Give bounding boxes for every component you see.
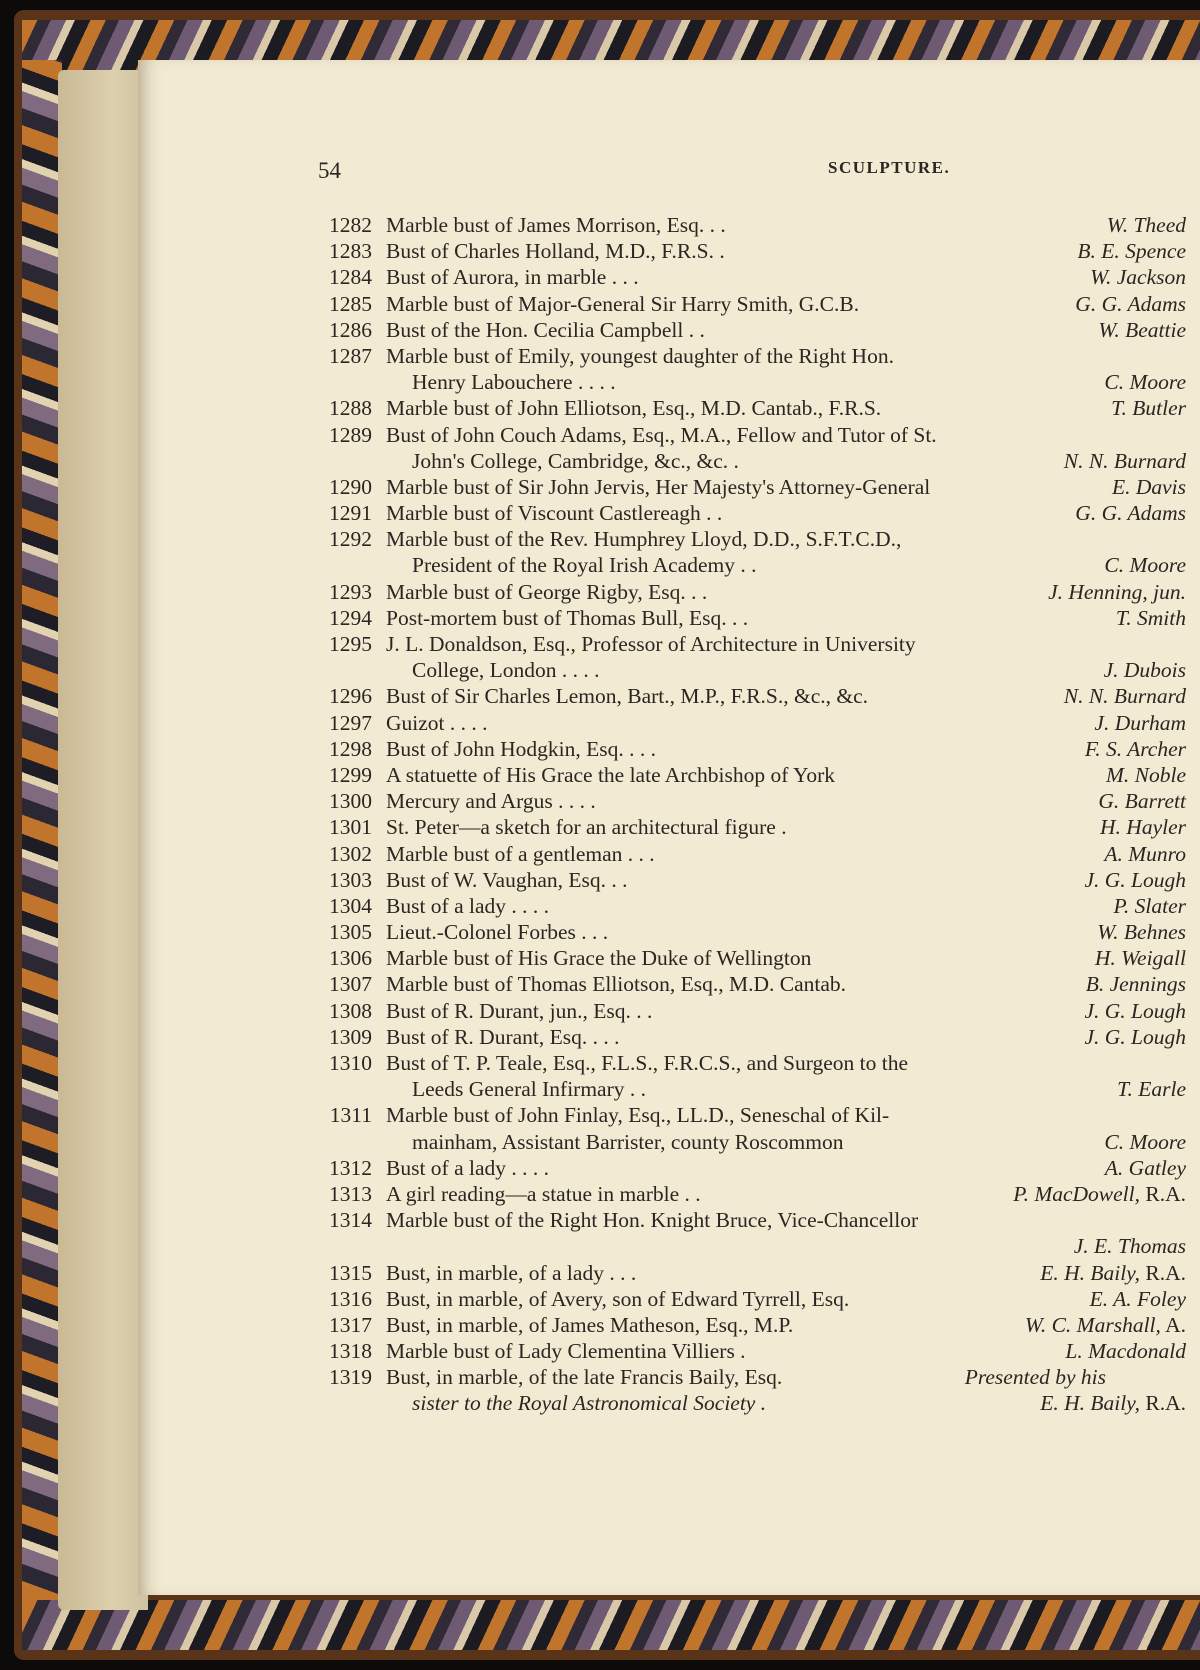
artist-name-text: J. Henning, jun. — [1048, 579, 1186, 604]
artist-name — [1114, 893, 1186, 919]
artist-name-text: M. Noble — [1105, 762, 1186, 787]
entry-number: 1311 — [329, 1103, 372, 1128]
entry-description: Bust, in marble, of a lady . . . — [386, 1260, 637, 1285]
entry-description: Marble bust of His Grace the Duke of Wellington — [386, 946, 812, 971]
entry-number: 1298 — [329, 736, 372, 761]
artist-name — [1013, 1181, 1186, 1207]
artist-name — [1104, 369, 1186, 395]
entry-row — [318, 762, 1186, 788]
artist-name — [1085, 736, 1186, 762]
artist-name — [1040, 1390, 1186, 1416]
entry-number: 1295 — [329, 632, 372, 656]
entry-row — [318, 736, 1186, 762]
entry-description: Marble bust of a gentleman . . . — [386, 841, 655, 866]
entry-description: A girl reading—a statue in marble . . — [386, 1181, 701, 1206]
entry-number: 1283 — [329, 239, 372, 264]
entry-row — [318, 1050, 1186, 1076]
entry-number: 1294 — [329, 605, 372, 630]
page-header — [138, 158, 1200, 188]
artist-name-text: N. N. Burnard — [1063, 684, 1186, 709]
page-number: 54 — [318, 158, 341, 183]
artist-name — [1104, 657, 1186, 683]
entry-row — [318, 1312, 1186, 1338]
artist-name — [1077, 238, 1186, 264]
entry-row — [318, 238, 1186, 264]
artist-name-text: A. Munro — [1104, 841, 1186, 866]
entry-number: 1285 — [329, 291, 372, 316]
entry-description: Marble bust of Emily, youngest daughter of the Right Hon. — [386, 343, 894, 368]
artist-name — [1048, 579, 1186, 605]
artist-name-text: G. G. Adams — [1075, 291, 1186, 316]
entry-row — [318, 919, 1186, 945]
entry-row — [318, 1181, 1186, 1207]
entry-number: 1310 — [329, 1051, 372, 1075]
artist-suffix: R.A. — [1140, 1260, 1186, 1285]
entry-description: Marble bust of the Right Hon. Knight Bruce, Vice-Chancellor — [386, 1208, 919, 1233]
entry-description: Bust of a lady . . . . — [386, 893, 550, 918]
entry-row — [318, 1155, 1186, 1181]
entry-description: Bust of a lady . . . . — [386, 1155, 550, 1180]
entry-description: St. Peter—a sketch for an architectural figure . — [386, 815, 787, 840]
entry-description: Bust of W. Vaughan, Esq. . . — [386, 867, 628, 892]
artist-name — [1098, 317, 1186, 343]
entry-description: Marble bust of Sir John Jervis, Her Majesty's Attorney-General — [386, 474, 931, 499]
artist-name-text: L. Macdonald — [1065, 1339, 1186, 1364]
entry-row — [318, 657, 1186, 683]
entry-number: 1318 — [329, 1339, 372, 1364]
entry-description: Marble bust of Viscount Castlereagh . . — [386, 501, 723, 526]
entry-row — [318, 631, 1186, 657]
artist-name — [1104, 1129, 1186, 1155]
entry-description: Marble bust of Lady Clementina Villiers . — [386, 1339, 746, 1364]
entry-description: Marble bust of John Elliotson, Esq., M.D. Cantab., F.R.S. — [386, 396, 882, 421]
entry-description: Henry Labouchere . . . . — [412, 370, 616, 395]
entry-number: 1315 — [329, 1260, 372, 1285]
artist-name — [1100, 814, 1186, 840]
artist-name — [1084, 1024, 1186, 1050]
artist-suffix: A. — [1160, 1312, 1186, 1337]
entry-row — [318, 1390, 1186, 1416]
entry-number: 1288 — [329, 396, 372, 421]
artist-suffix: R.A. — [1140, 1181, 1186, 1206]
entry-description: Bust of T. P. Teale, Esq., F.L.S., F.R.C.S., and Surgeon to the — [386, 1051, 909, 1075]
artist-name — [1112, 474, 1186, 500]
artist-name — [1117, 1076, 1186, 1102]
entry-description: mainham, Assistant Barrister, county Roscommon — [412, 1129, 844, 1154]
artist-name — [1040, 1260, 1186, 1286]
artist-name — [1094, 710, 1186, 736]
artist-name — [1105, 1155, 1186, 1181]
artist-name — [1104, 552, 1186, 578]
entry-row — [318, 1338, 1186, 1364]
artist-name-text: G. Barrett — [1098, 789, 1186, 814]
entry-description: Mercury and Argus . . . . — [386, 789, 596, 814]
entry-row — [318, 683, 1186, 709]
artist-name-text: E. H. Baily, — [1040, 1391, 1140, 1416]
artist-name-text: A. Gatley — [1104, 1155, 1186, 1180]
entry-number: 1317 — [329, 1312, 372, 1337]
entry-number: 1314 — [329, 1208, 372, 1233]
artist-suffix: R.A. — [1140, 1391, 1186, 1416]
artist-name — [1064, 683, 1186, 709]
entry-row — [318, 1233, 1186, 1259]
artist-name-text: W. C. Marshall, — [1024, 1312, 1161, 1337]
entry-number: 1305 — [329, 920, 372, 945]
entry-row — [318, 500, 1186, 526]
artist-name — [1106, 762, 1186, 788]
artist-name-text: E. A. Foley — [1089, 1286, 1186, 1311]
entry-row — [318, 814, 1186, 840]
entry-row — [318, 1024, 1186, 1050]
entry-description: Bust of Charles Holland, M.D., F.R.S. . — [386, 239, 725, 264]
entry-description: Guizot . . . . — [386, 710, 488, 735]
entry-number: 1297 — [329, 710, 372, 735]
entry-description: Bust, in marble, of James Matheson, Esq., M.P. — [386, 1312, 794, 1337]
entry-description: Bust of Aurora, in marble . . . — [386, 265, 639, 290]
artist-name — [1075, 500, 1186, 526]
artist-name-text: J. G. Lough — [1084, 1024, 1186, 1049]
entry-row — [318, 998, 1186, 1024]
artist-name — [1116, 605, 1186, 631]
artist-name — [1084, 867, 1186, 893]
artist-name-text: P. MacDowell, — [1013, 1181, 1140, 1206]
artist-name-text: T. Butler — [1111, 396, 1186, 421]
artist-name-text: J. G. Lough — [1084, 867, 1186, 892]
entry-row — [318, 212, 1186, 238]
entry-number: 1309 — [329, 1024, 372, 1049]
entry-number: 1296 — [329, 684, 372, 709]
artist-name-text: P. Slater — [1113, 893, 1186, 918]
entry-description: College, London . . . . — [412, 658, 600, 683]
entry-row — [318, 867, 1186, 893]
artist-name-text: C. Moore — [1104, 553, 1186, 578]
entry-number: 1304 — [329, 893, 372, 918]
entry-number: 1308 — [329, 998, 372, 1023]
entry-row — [318, 605, 1186, 631]
artist-name-text: E. H. Baily, — [1040, 1260, 1140, 1285]
entry-number: 1303 — [329, 867, 372, 892]
entry-row — [318, 1102, 1186, 1128]
artist-name — [1107, 212, 1186, 238]
marbled-endpaper-bottom — [22, 1600, 1200, 1650]
artist-name — [1097, 919, 1186, 945]
artist-note: Presented by his — [964, 1365, 1106, 1390]
catalogue-entries — [318, 212, 1186, 1417]
entry-number: 1286 — [329, 317, 372, 342]
entry-row — [318, 395, 1186, 421]
entry-number: 1301 — [329, 815, 372, 840]
artist-name — [1074, 1233, 1186, 1259]
artist-name — [1090, 1286, 1186, 1312]
entry-row — [318, 579, 1186, 605]
artist-name-text: W. Jackson — [1090, 265, 1186, 290]
artist-name-text: B. E. Spence — [1077, 239, 1186, 264]
artist-name — [1064, 448, 1186, 474]
artist-name — [1095, 945, 1186, 971]
entry-number: 1287 — [329, 343, 372, 368]
entry-row — [318, 971, 1186, 997]
entry-description: Bust of R. Durant, jun., Esq. . . — [386, 998, 653, 1023]
artist-name-text: E. Davis — [1111, 474, 1186, 499]
entry-row — [318, 1260, 1186, 1286]
entry-row — [318, 422, 1186, 448]
entry-number: 1300 — [329, 789, 372, 814]
entry-row — [318, 710, 1186, 736]
entry-number: 1319 — [329, 1365, 372, 1390]
artist-name-text: W. Theed — [1106, 213, 1186, 237]
entry-row — [318, 1207, 1186, 1233]
entry-row — [318, 526, 1186, 552]
entry-number: 1282 — [329, 213, 372, 237]
entry-number: 1313 — [329, 1181, 372, 1206]
artist-name-text: C. Moore — [1104, 370, 1186, 395]
artist-name-text: C. Moore — [1104, 1129, 1186, 1154]
artist-name — [1104, 841, 1186, 867]
entry-description: J. L. Donaldson, Esq., Professor of Architecture in University — [386, 632, 916, 656]
entry-number: 1292 — [329, 527, 372, 552]
entry-description: Marble bust of Thomas Elliotson, Esq., M.D. Cantab. — [386, 972, 847, 997]
entry-number: 1291 — [329, 501, 372, 526]
entry-description: sister to the Royal Astronomical Society . — [412, 1391, 767, 1416]
entry-description: Marble bust of Major-General Sir Harry Smith, G.C.B. — [386, 291, 860, 316]
entry-row — [318, 1286, 1186, 1312]
artist-name-text: H. Hayler — [1100, 815, 1186, 840]
entry-description: Bust, in marble, of the late Francis Baily, Esq. — [386, 1365, 783, 1390]
artist-name-text: J. E. Thomas — [1073, 1234, 1186, 1259]
entry-description: Bust of Sir Charles Lemon, Bart., M.P., F.R.S., &c., &c. — [386, 684, 869, 709]
entry-description: Bust of John Couch Adams, Esq., M.A., Fellow and Tutor of St. — [386, 422, 937, 447]
entry-description: Marble bust of John Finlay, Esq., LL.D., Seneschal of Kil- — [386, 1103, 890, 1128]
entry-row — [318, 893, 1186, 919]
entry-description: Bust of the Hon. Cecilia Campbell . . — [386, 317, 705, 342]
entry-description: Bust, in marble, of Avery, son of Edward Tyrrell, Esq. — [386, 1286, 850, 1311]
entry-number: 1302 — [329, 841, 372, 866]
entry-number: 1290 — [329, 474, 372, 499]
artist-name — [1084, 998, 1186, 1024]
entry-row — [318, 945, 1186, 971]
entry-number: 1289 — [329, 422, 372, 447]
entry-description: Bust of R. Durant, Esq. . . . — [386, 1024, 620, 1049]
entry-row — [318, 317, 1186, 343]
entry-row — [318, 448, 1186, 474]
entry-description: Leeds General Infirmary . . — [412, 1077, 647, 1102]
book-page — [138, 60, 1200, 1595]
artist-name-text: J. G. Lough — [1084, 998, 1186, 1023]
entry-row — [318, 1129, 1186, 1155]
artist-name — [1086, 971, 1186, 997]
entry-number: 1316 — [329, 1286, 372, 1311]
entry-number: 1284 — [329, 265, 372, 290]
artist-name-text: B. Jennings — [1085, 972, 1186, 997]
artist-name — [1098, 788, 1186, 814]
artist-name — [1025, 1312, 1186, 1338]
entry-number: 1299 — [329, 762, 372, 787]
entry-row — [318, 1076, 1186, 1102]
entry-description: Marble bust of James Morrison, Esq. . . — [386, 213, 726, 237]
entry-row — [318, 841, 1186, 867]
entry-description: President of the Royal Irish Academy . . — [412, 553, 757, 578]
marbled-endpaper-left — [22, 60, 62, 1600]
entry-row — [318, 291, 1186, 317]
artist-name-text: F. S. Archer — [1084, 736, 1186, 761]
artist-name-text: W. Beattie — [1098, 317, 1186, 342]
artist-name — [1090, 264, 1186, 290]
entry-row — [318, 264, 1186, 290]
entry-number: 1306 — [329, 946, 372, 971]
artist-name-text: H. Weigall — [1094, 946, 1186, 971]
entry-number: 1312 — [329, 1155, 372, 1180]
artist-name-text: T. Smith — [1115, 605, 1186, 630]
entry-description: John's College, Cambridge, &c., &c. . — [412, 448, 739, 473]
entry-row — [318, 369, 1186, 395]
entry-number: 1293 — [329, 579, 372, 604]
artist-name-text: N. N. Burnard — [1063, 448, 1186, 473]
artist-name — [1075, 291, 1186, 317]
artist-name-text: T. Earle — [1117, 1077, 1186, 1102]
entry-description: Marble bust of George Rigby, Esq. . . — [386, 579, 708, 604]
entry-description: Lieut.-Colonel Forbes . . . — [386, 920, 609, 945]
artist-name-text: J. Dubois — [1103, 658, 1186, 683]
artist-name — [1065, 1338, 1186, 1364]
entry-number: 1307 — [329, 972, 372, 997]
entry-row — [318, 474, 1186, 500]
entry-description: Post-mortem bust of Thomas Bull, Esq. . . — [386, 605, 749, 630]
artist-name-text: G. G. Adams — [1075, 501, 1186, 526]
entry-row — [318, 1364, 1186, 1390]
entry-row — [318, 343, 1186, 369]
artist-name-text: J. Durham — [1094, 710, 1186, 735]
running-head: SCULPTURE. — [828, 158, 951, 177]
artist-name-text: W. Behnes — [1097, 920, 1186, 945]
entry-row — [318, 788, 1186, 814]
entry-description: Bust of John Hodgkin, Esq. . . . — [386, 736, 656, 761]
entry-description: Marble bust of the Rev. Humphrey Lloyd, D.D., S.F.T.C.D., — [386, 527, 902, 552]
entry-description: A statuette of His Grace the late Archbishop of York — [386, 762, 836, 787]
page-leaf-edge — [58, 70, 148, 1610]
entry-row — [318, 552, 1186, 578]
artist-name — [1111, 395, 1186, 421]
